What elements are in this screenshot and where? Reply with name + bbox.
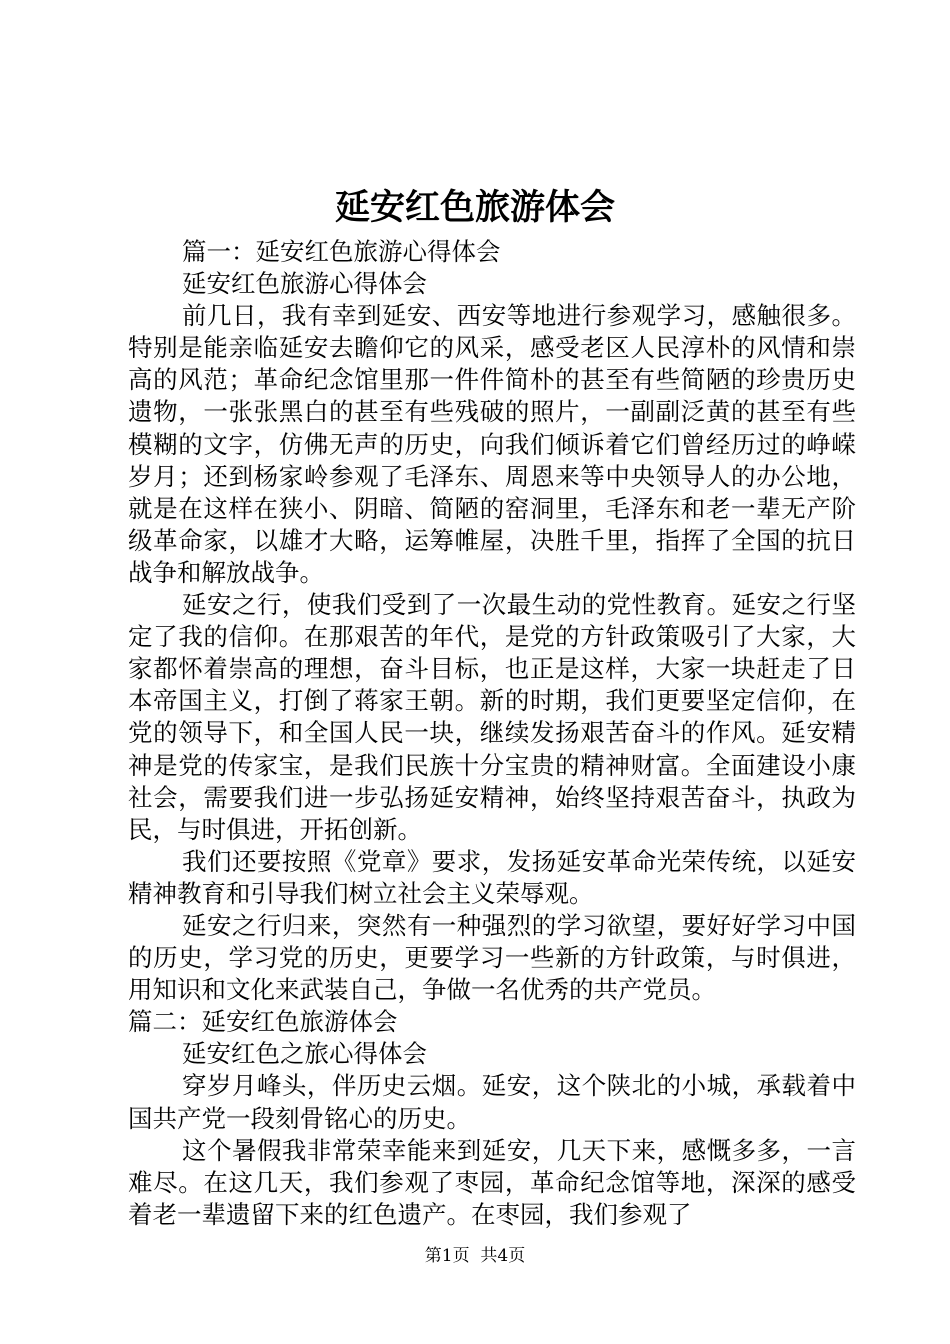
paragraph: 延安红色之旅心得体会 — [182, 1039, 427, 1069]
paragraph: 篇一：延安红色旅游心得体会 — [182, 237, 501, 266]
paragraph: 延安之行，使我们受到了一次最生动的党性教育。延安之行坚定了我的信仰。在那艰苦的年代，是党的方针政策吸引了大家，大家都怀着崇高的理想，奋斗目标，也正是这样，大家一块赶走了日本帝国主义，打倒了蒋家王朝。新的时期，我们更要坚定信仰，在党的领导下，和全国人民一块，继续发扬艰苦奋斗的作风。延安精神是党的传家宝，是我们民族十分宝贵的精神财富。全面建设小康社会，需要我们进一步弘扬延安精神，始终坚持艰苦奋斗，执政为民，与时俱进，开拓创新。 — [128, 590, 856, 844]
paragraph: 延安红色旅游心得体会 — [182, 269, 427, 299]
paragraph: 延安之行归来，突然有一种强烈的学习欲望，要好好学习中国的历史，学习党的历史，更要学习一些新的方针政策，与时俱进，用知识和文化来武装自己，争做一名优秀的共产党员。 — [128, 910, 856, 1005]
page-number: 第1页 共4页 — [424, 1246, 526, 1266]
document-title: 延安红色旅游体会 — [334, 187, 615, 228]
page-footer — [0, 1244, 950, 1268]
paragraph: 前几日，我有幸到延安、西安等地进行参观学习，感触很多。特别是能亲临延安去瞻仰它的风采，感受老区人民淳朴的风情和崇高的风范；革命纪念馆里那一件件简朴的甚至有些简陋的珍贵历史遗物，一张张黑白的甚至有些残破的照片，一副副泛黄的甚至有些模糊的文字，仿佛无声的历史，向我们倾诉着它们曾经历过的峥嵘岁月；还到杨家岭参观了毛泽东、周恩来等中央领导人的办公地，就是在这样在狭小、阴暗、简陋的窑洞里，毛泽东和老一辈无产阶级革命家，以雄才大略，运筹帷屋，决胜千里，指挥了全国的抗日战争和解放战争。 — [128, 301, 856, 587]
paragraph: 篇二：延安红色旅游体会 — [128, 1007, 398, 1037]
paragraph: 穿岁月峰头，伴历史云烟。延安，这个陕北的小城，承载着中国共产党一段刻骨铭心的历史。 — [128, 1071, 856, 1133]
document-body — [128, 236, 856, 1231]
paragraph: 我们还要按照《党章》要求，发扬延安革命光荣传统，以延安精神教育和引导我们树立社会主义荣辱观。 — [128, 846, 856, 908]
paragraph: 这个暑假我非常荣幸能来到延安，几天下来，感慨多多，一言难尽。在这几天，我们参观了枣园，革命纪念馆等地，深深的感受着老一辈遗留下来的红色遗产。在枣园，我们参观了 — [128, 1135, 856, 1229]
